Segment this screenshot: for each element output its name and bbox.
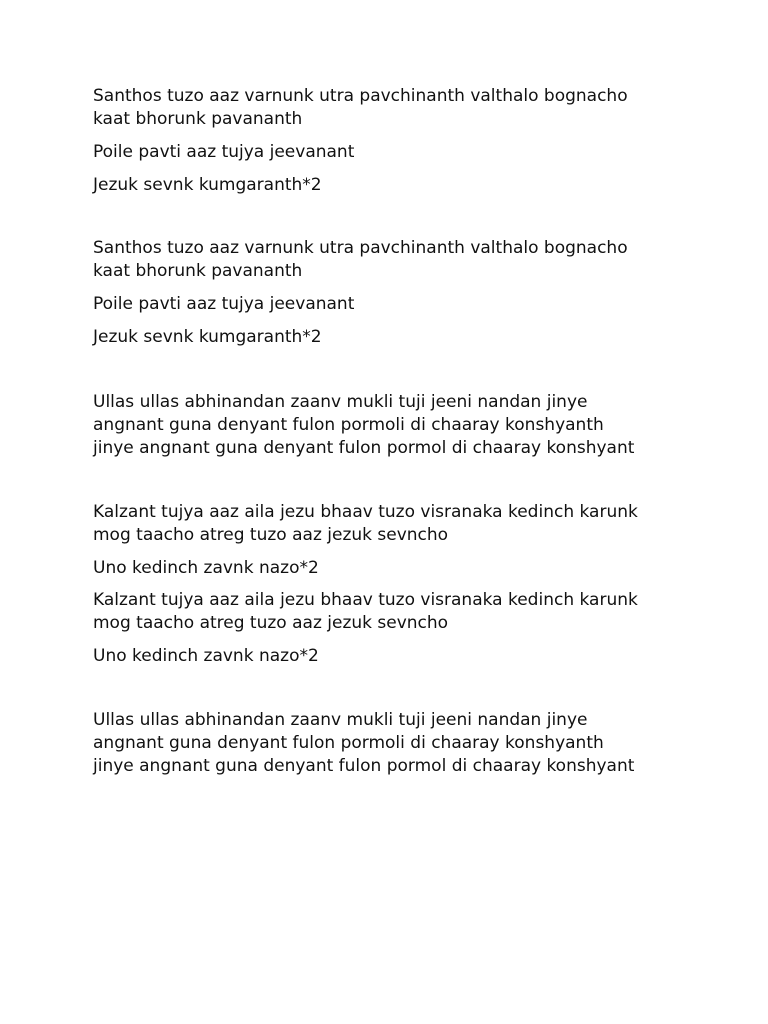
text-line: Uno kedinch zavnk nazo*2 — [93, 646, 319, 666]
text-line: Poile pavti aaz tujya jeevanant — [93, 142, 355, 162]
text-line: angnant guna denyant fulon pormoli di chaaray konshyanth — [93, 415, 604, 435]
text-line: Uno kedinch zavnk nazo*2 — [93, 558, 319, 578]
text-line: Santhos tuzo aaz varnunk utra pavchinanth valthalo bognacho — [93, 238, 628, 258]
text-line: Kalzant tujya aaz aila jezu bhaav tuzo visranaka kedinch karunk — [93, 590, 638, 610]
text-line: Jezuk sevnk kumgaranth*2 — [93, 175, 322, 195]
text-line: Poile pavti aaz tujya jeevanant — [93, 294, 355, 314]
text-line: Ullas ullas abhinandan zaanv mukli tuji jeeni nandan jinye — [93, 392, 588, 412]
text-line: Jezuk sevnk kumgaranth*2 — [93, 327, 322, 347]
text-line: kaat bhorunk pavananth — [93, 261, 303, 281]
text-line: mog taacho atreg tuzo aaz jezuk sevncho — [93, 525, 449, 545]
text-line: jinye angnant guna denyant fulon pormol di chaaray konshyant — [93, 438, 635, 458]
text-line: Santhos tuzo aaz varnunk utra pavchinanth valthalo bognacho — [93, 86, 628, 106]
text-line: angnant guna denyant fulon pormoli di chaaray konshyanth — [93, 733, 604, 753]
text-line: Ullas ullas abhinandan zaanv mukli tuji jeeni nandan jinye — [93, 710, 588, 730]
text-line: mog taacho atreg tuzo aaz jezuk sevncho — [93, 613, 449, 633]
text-line: Kalzant tujya aaz aila jezu bhaav tuzo visranaka kedinch karunk — [93, 502, 638, 522]
text-line: jinye angnant guna denyant fulon pormol di chaaray konshyant — [93, 756, 635, 776]
text-line: kaat bhorunk pavananth — [93, 109, 303, 129]
